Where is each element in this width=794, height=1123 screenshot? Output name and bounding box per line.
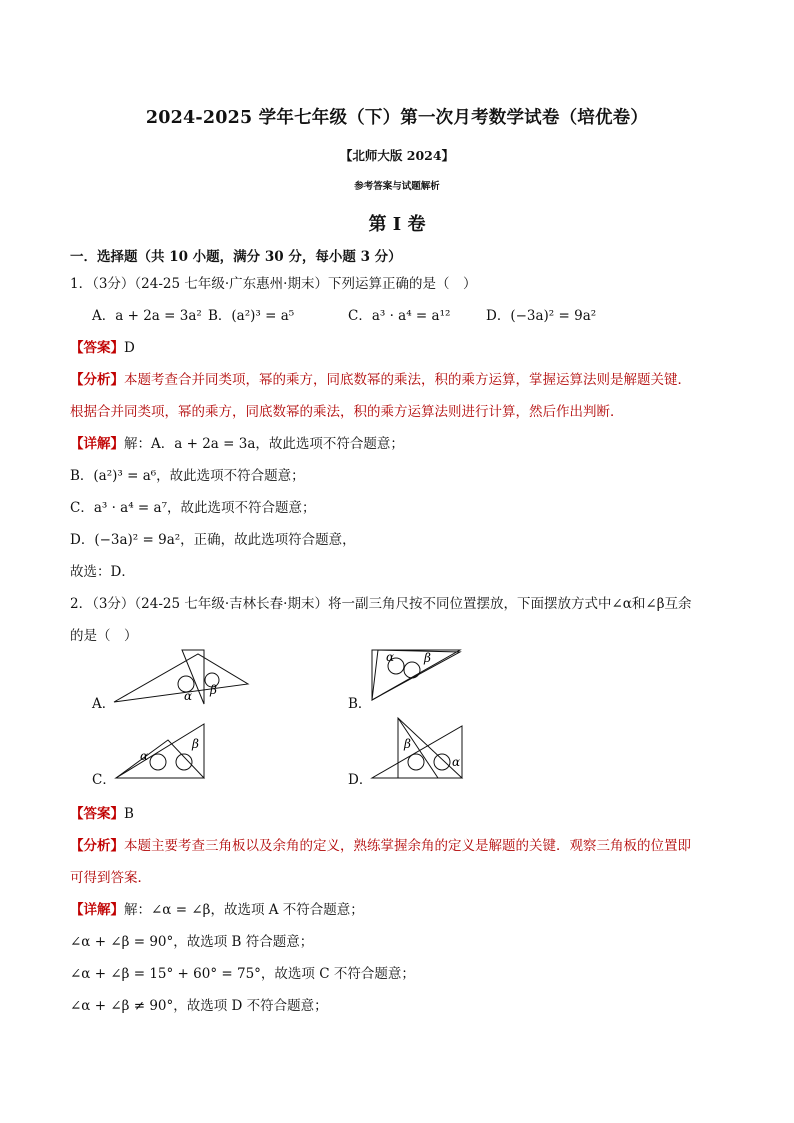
page-title: 2024-2025 学年七年级（下）第一次月考数学试卷（培优卷） — [145, 108, 649, 128]
q1-option-a: A．a + 2a = 3a² — [92, 308, 202, 324]
q1-detail-line-2: B．(a²)³ = a⁶，故此选项不符合题意； — [70, 468, 305, 484]
q1-detail-line-5: 故选：D． — [70, 564, 135, 580]
analysis-tag: 【分析】 — [70, 372, 124, 388]
q1-detail-line-4: D．(−3a)² = 9a²，正确，故此选项符合题意， — [70, 532, 356, 548]
beta-label: β — [210, 683, 217, 697]
section-heading: 一．选择题（共 10 小题，满分 30 分，每小题 3 分） — [70, 249, 402, 265]
q2-analysis-line-2: 可得到答案． — [70, 870, 151, 886]
q1-option-c: C．a³ · a⁴ = a¹² — [348, 308, 451, 324]
alpha-label: α — [452, 755, 461, 769]
alpha-label: α — [386, 650, 395, 664]
q2-figure-a — [112, 648, 252, 706]
alpha-label: α — [184, 689, 193, 703]
q1-answer: D — [124, 340, 135, 356]
q1-detail-line-1: 【详解】解：A．a + 2a = 3a，故此选项不符合题意； — [70, 436, 404, 452]
q2-fig-c-label: C． — [92, 772, 116, 788]
alpha-label: α — [140, 749, 149, 763]
q2-figure-b — [368, 648, 464, 704]
q2-fig-d-label: D． — [348, 772, 373, 788]
q1-analysis-line-1: 【分析】本题考查合并同类项，幂的乘方，同底数幂的乘法，积的乘方运算，掌握运算法则是解题关键． — [70, 372, 691, 388]
beta-label: β — [404, 737, 411, 751]
q2-fig-b-label: B． — [348, 696, 372, 712]
edition-label: 【北师大版 2024】 — [339, 148, 455, 163]
q1-option-d: D．(−3a)² = 9a² — [486, 308, 597, 324]
q2-detail-line-2: ∠α + ∠β = 90°，故选项 B 符合题意； — [70, 934, 314, 950]
q2-figure-d — [368, 716, 466, 782]
q2-detail-line-4: ∠α + ∠β ≠ 90°，故选项 D 不符合题意； — [70, 998, 328, 1014]
detail-tag: 【详解】 — [70, 902, 124, 918]
q1-detail-line-3: C．a³ · a⁴ = a⁷，故此选项不符合题意； — [70, 500, 316, 516]
q2-answer-line — [70, 802, 134, 822]
answer-tag: 【答案】 — [70, 806, 124, 822]
q2-answer: B — [124, 806, 134, 822]
q1-analysis-line-2: 根据合并同类项，幂的乘方，同底数幂的乘法，积的乘方运算法则进行计算，然后作出判断． — [70, 404, 624, 420]
q2-figure-c — [112, 718, 208, 782]
detail-tag: 【详解】 — [70, 436, 124, 452]
q1-answer-line — [70, 336, 135, 356]
q2-stem-line-2: 的是（ ） — [70, 628, 138, 644]
q2-detail-line-3: ∠α + ∠β = 15° + 60° = 75°，故选项 C 不符合题意； — [70, 966, 415, 982]
beta-label: β — [424, 651, 431, 665]
q2-analysis-line-1: 【分析】本题主要考查三角板以及余角的定义，熟练掌握余角的定义是解题的关键．观察三角板的位置即 — [70, 838, 691, 854]
q1-option-b: B．(a²)³ = a⁵ — [208, 308, 295, 324]
q2-stem-line-1: 2．（3分）（24-25 七年级·吉林长春·期末）将一副三角尺按不同位置摆放，下面摆放方式中∠α和∠β互余 — [70, 596, 692, 612]
q1-stem: 1．（3分）（24-25 七年级·广东惠州·期末）下列运算正确的是（ ） — [70, 276, 477, 292]
ref-note: 参考答案与试题解析 — [354, 181, 440, 192]
volume-heading: 第 I 卷 — [368, 214, 426, 235]
analysis-tag: 【分析】 — [70, 838, 124, 854]
q2-detail-line-1: 【详解】解：∠α = ∠β，故选项 A 不符合题意； — [70, 902, 364, 918]
beta-label: β — [192, 737, 199, 751]
answer-tag: 【答案】 — [70, 340, 124, 356]
q2-fig-a-label: A． — [92, 696, 116, 712]
